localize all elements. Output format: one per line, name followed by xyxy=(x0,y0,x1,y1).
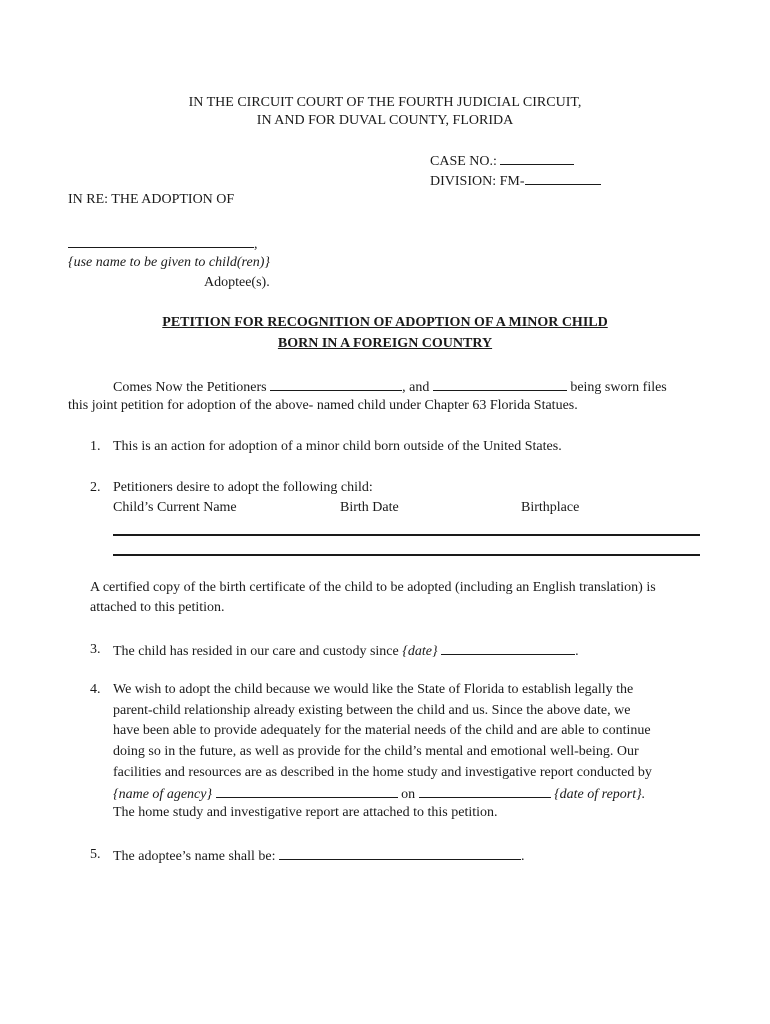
intro-line2: this joint petition for adoption of the above- named child under Chapter 63 Florida Statues. xyxy=(68,398,578,413)
item-3-text xyxy=(113,640,579,662)
certified-copy-line1: A certified copy of the birth certificate of the child to be adopted (including an English translation) is xyxy=(90,580,656,595)
item-1-number: 1. xyxy=(90,439,101,454)
petitioner1-field[interactable] xyxy=(270,376,402,391)
adoptee-name-suffix: , xyxy=(254,237,258,252)
report-date-placeholder: {date of report}. xyxy=(554,787,646,802)
item-5-label: The adoptee’s name shall be: xyxy=(113,849,276,864)
case-number xyxy=(430,150,574,172)
agency-name-field[interactable] xyxy=(216,783,398,798)
petition-title-line1: PETITION FOR RECOGNITION OF ADOPTION OF A MINOR CHILD xyxy=(162,315,608,330)
column-birthplace: Birthplace xyxy=(521,500,580,515)
item-5-end: . xyxy=(521,849,525,864)
column-birth-date: Birth Date xyxy=(340,500,399,515)
item-4-line7: The home study and investigative report are attached to this petition. xyxy=(113,805,498,820)
adoptee-name-line xyxy=(68,233,258,255)
item-5-number: 5. xyxy=(90,847,101,862)
adoptee-instruction: {use name to be given to child(ren)} xyxy=(68,255,270,270)
item-4-number: 4. xyxy=(90,682,101,697)
item-1-text: This is an action for adoption of a minor child born outside of the United States. xyxy=(113,439,562,454)
petition-title-line2: BORN IN A FOREIGN COUNTRY xyxy=(277,336,493,351)
item-4-line5: facilities and resources are as described in the home study and investigative report conducted by xyxy=(113,765,652,780)
item-4-on: on xyxy=(401,787,416,802)
intro-part2: , and xyxy=(402,380,430,395)
item-4-line6 xyxy=(113,783,645,805)
agency-placeholder: {name of agency} xyxy=(113,787,213,802)
item-4-line3: have been able to provide adequately for the material needs of the child and are able to continue xyxy=(113,723,651,738)
court-heading-line1: IN THE CIRCUIT COURT OF THE FOURTH JUDICIAL CIRCUIT, xyxy=(188,95,582,110)
item-2-number: 2. xyxy=(90,480,101,495)
custody-date-field[interactable] xyxy=(441,640,575,655)
intro-part3: being sworn files xyxy=(570,380,667,395)
child-row-1-line[interactable] xyxy=(113,534,700,536)
item-3-label: The child has resided in our care and custody since xyxy=(113,644,399,659)
division-label: DIVISION: FM- xyxy=(430,174,525,189)
item-3-date-placeholder: {date} xyxy=(402,644,438,659)
intro-part1: Comes Now the Petitioners xyxy=(113,380,267,395)
item-3-number: 3. xyxy=(90,642,101,657)
court-heading-line2: IN AND FOR DUVAL COUNTY, FLORIDA xyxy=(256,113,514,128)
item-3-end: . xyxy=(575,644,579,659)
adoptee-new-name-field[interactable] xyxy=(279,845,521,860)
adoptee-label: Adoptee(s). xyxy=(204,275,270,290)
item-4-line2: parent-child relationship already existing between the child and us. Since the above date, we xyxy=(113,703,631,718)
item-5-text xyxy=(113,845,525,867)
item-2-text: Petitioners desire to adopt the following child: xyxy=(113,480,373,495)
report-date-field[interactable] xyxy=(419,783,551,798)
case-number-field[interactable] xyxy=(500,150,574,165)
case-number-label: CASE NO.: xyxy=(430,154,497,169)
division-field[interactable] xyxy=(525,170,601,185)
item-4-line4: doing so in the future, as well as provide for the child’s mental and emotional well-being. Our xyxy=(113,744,639,759)
division xyxy=(430,170,601,192)
certified-copy-line2: attached to this petition. xyxy=(90,600,225,615)
item-4-line1: We wish to adopt the child because we would like the State of Florida to establish legally the xyxy=(113,682,634,697)
in-re-line: IN RE: THE ADOPTION OF xyxy=(68,192,235,207)
petitioner2-field[interactable] xyxy=(433,376,567,391)
column-childs-name: Child’s Current Name xyxy=(113,500,237,515)
adoptee-name-field[interactable] xyxy=(68,233,254,248)
intro-line1 xyxy=(113,376,667,398)
child-row-2-line[interactable] xyxy=(113,554,700,556)
